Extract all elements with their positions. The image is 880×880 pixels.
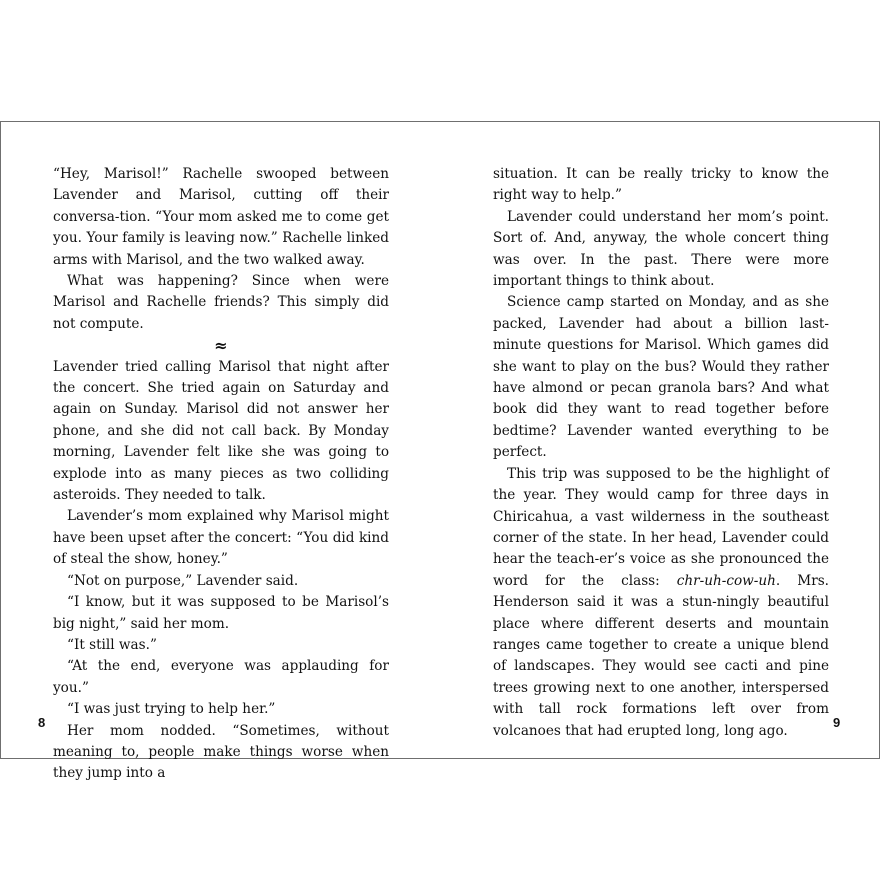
paragraph: “I know, but it was supposed to be Marisol’s big night,” said her mom.: [53, 594, 389, 632]
section-break-ornament: ≈: [214, 336, 228, 356]
paragraph: Her mom nodded. “Sometimes, without meaning to, people make things worse when they jump into a: [53, 722, 389, 782]
paragraph: “Hey, Marisol!” Rachelle swooped between Lavender and Marisol, cutting off their conversa-tion. “Your mom asked me to come get you. Your family is leaving now.” Rachelle linked arms with Marisol, and the two walked away.: [53, 166, 389, 268]
paragraph: What was happening? Since when were Marisol and Rachelle friends? This simply did not compute.: [53, 273, 389, 332]
right-page: [493, 164, 829, 742]
paragraph: situation. It can be really tricky to know the right way to help.”: [493, 166, 829, 204]
paragraph: “Not on purpose,” Lavender said.: [67, 572, 299, 589]
page-number-right: 9: [833, 715, 841, 730]
page-number-left: 8: [38, 715, 46, 730]
paragraph: “It still was.”: [67, 636, 157, 653]
paragraph: “I was just trying to help her.”: [67, 701, 276, 718]
paragraph: Lavender tried calling Marisol that night after the concert. She tried again on Saturday and again on Sunday. Marisol did not answer her phone, and she did not call back. By Monday morning, Lavender felt like she was going to explode into as many pieces as two colliding asteroids. They needed to talk.: [53, 358, 389, 504]
paragraph-with-pronunciation: [493, 464, 829, 742]
paragraph: Lavender could understand her mom’s point. Sort of. And, anyway, the whole concert thing was over. In the past. There were more important things to think about.: [493, 208, 829, 290]
paragraph: “At the end, everyone was applauding for you.”: [53, 658, 389, 696]
paragraph: Lavender’s mom explained why Marisol might have been upset after the concert: “You did kind of steal the show, honey.”: [53, 508, 389, 568]
paragraph: Science camp started on Monday, and as she packed, Lavender had about a billion last-minute questions for Marisol. Which games did she want to play on the bus? Would they rather have almond or pecan granola bars? And what book did they want to read together before bedtime? Lavender wanted everything to be perfect.: [493, 294, 829, 461]
book-spread: [0, 121, 880, 782]
text-segment: This trip was supposed to be the highlight of the year. They would camp for three days in Chiricahua, a vast wilderness in the southeast corner of the state. In her head, Lavender could hear the teach-er’s voice as she pronounced the word for the class:: [493, 465, 829, 589]
text-segment: . Mrs. Henderson said it was a stun-ningly beautiful place where different deserts and mountain ranges came together to create a unique blend of landscapes. They would see cacti and pine trees growing next to one another, interspersed with tall rock formations left over from volcanoes that had erupted long, long ago.: [493, 572, 829, 739]
pronunciation-italic: chr-uh-cow-uh: [676, 572, 776, 589]
left-page: [53, 164, 389, 785]
